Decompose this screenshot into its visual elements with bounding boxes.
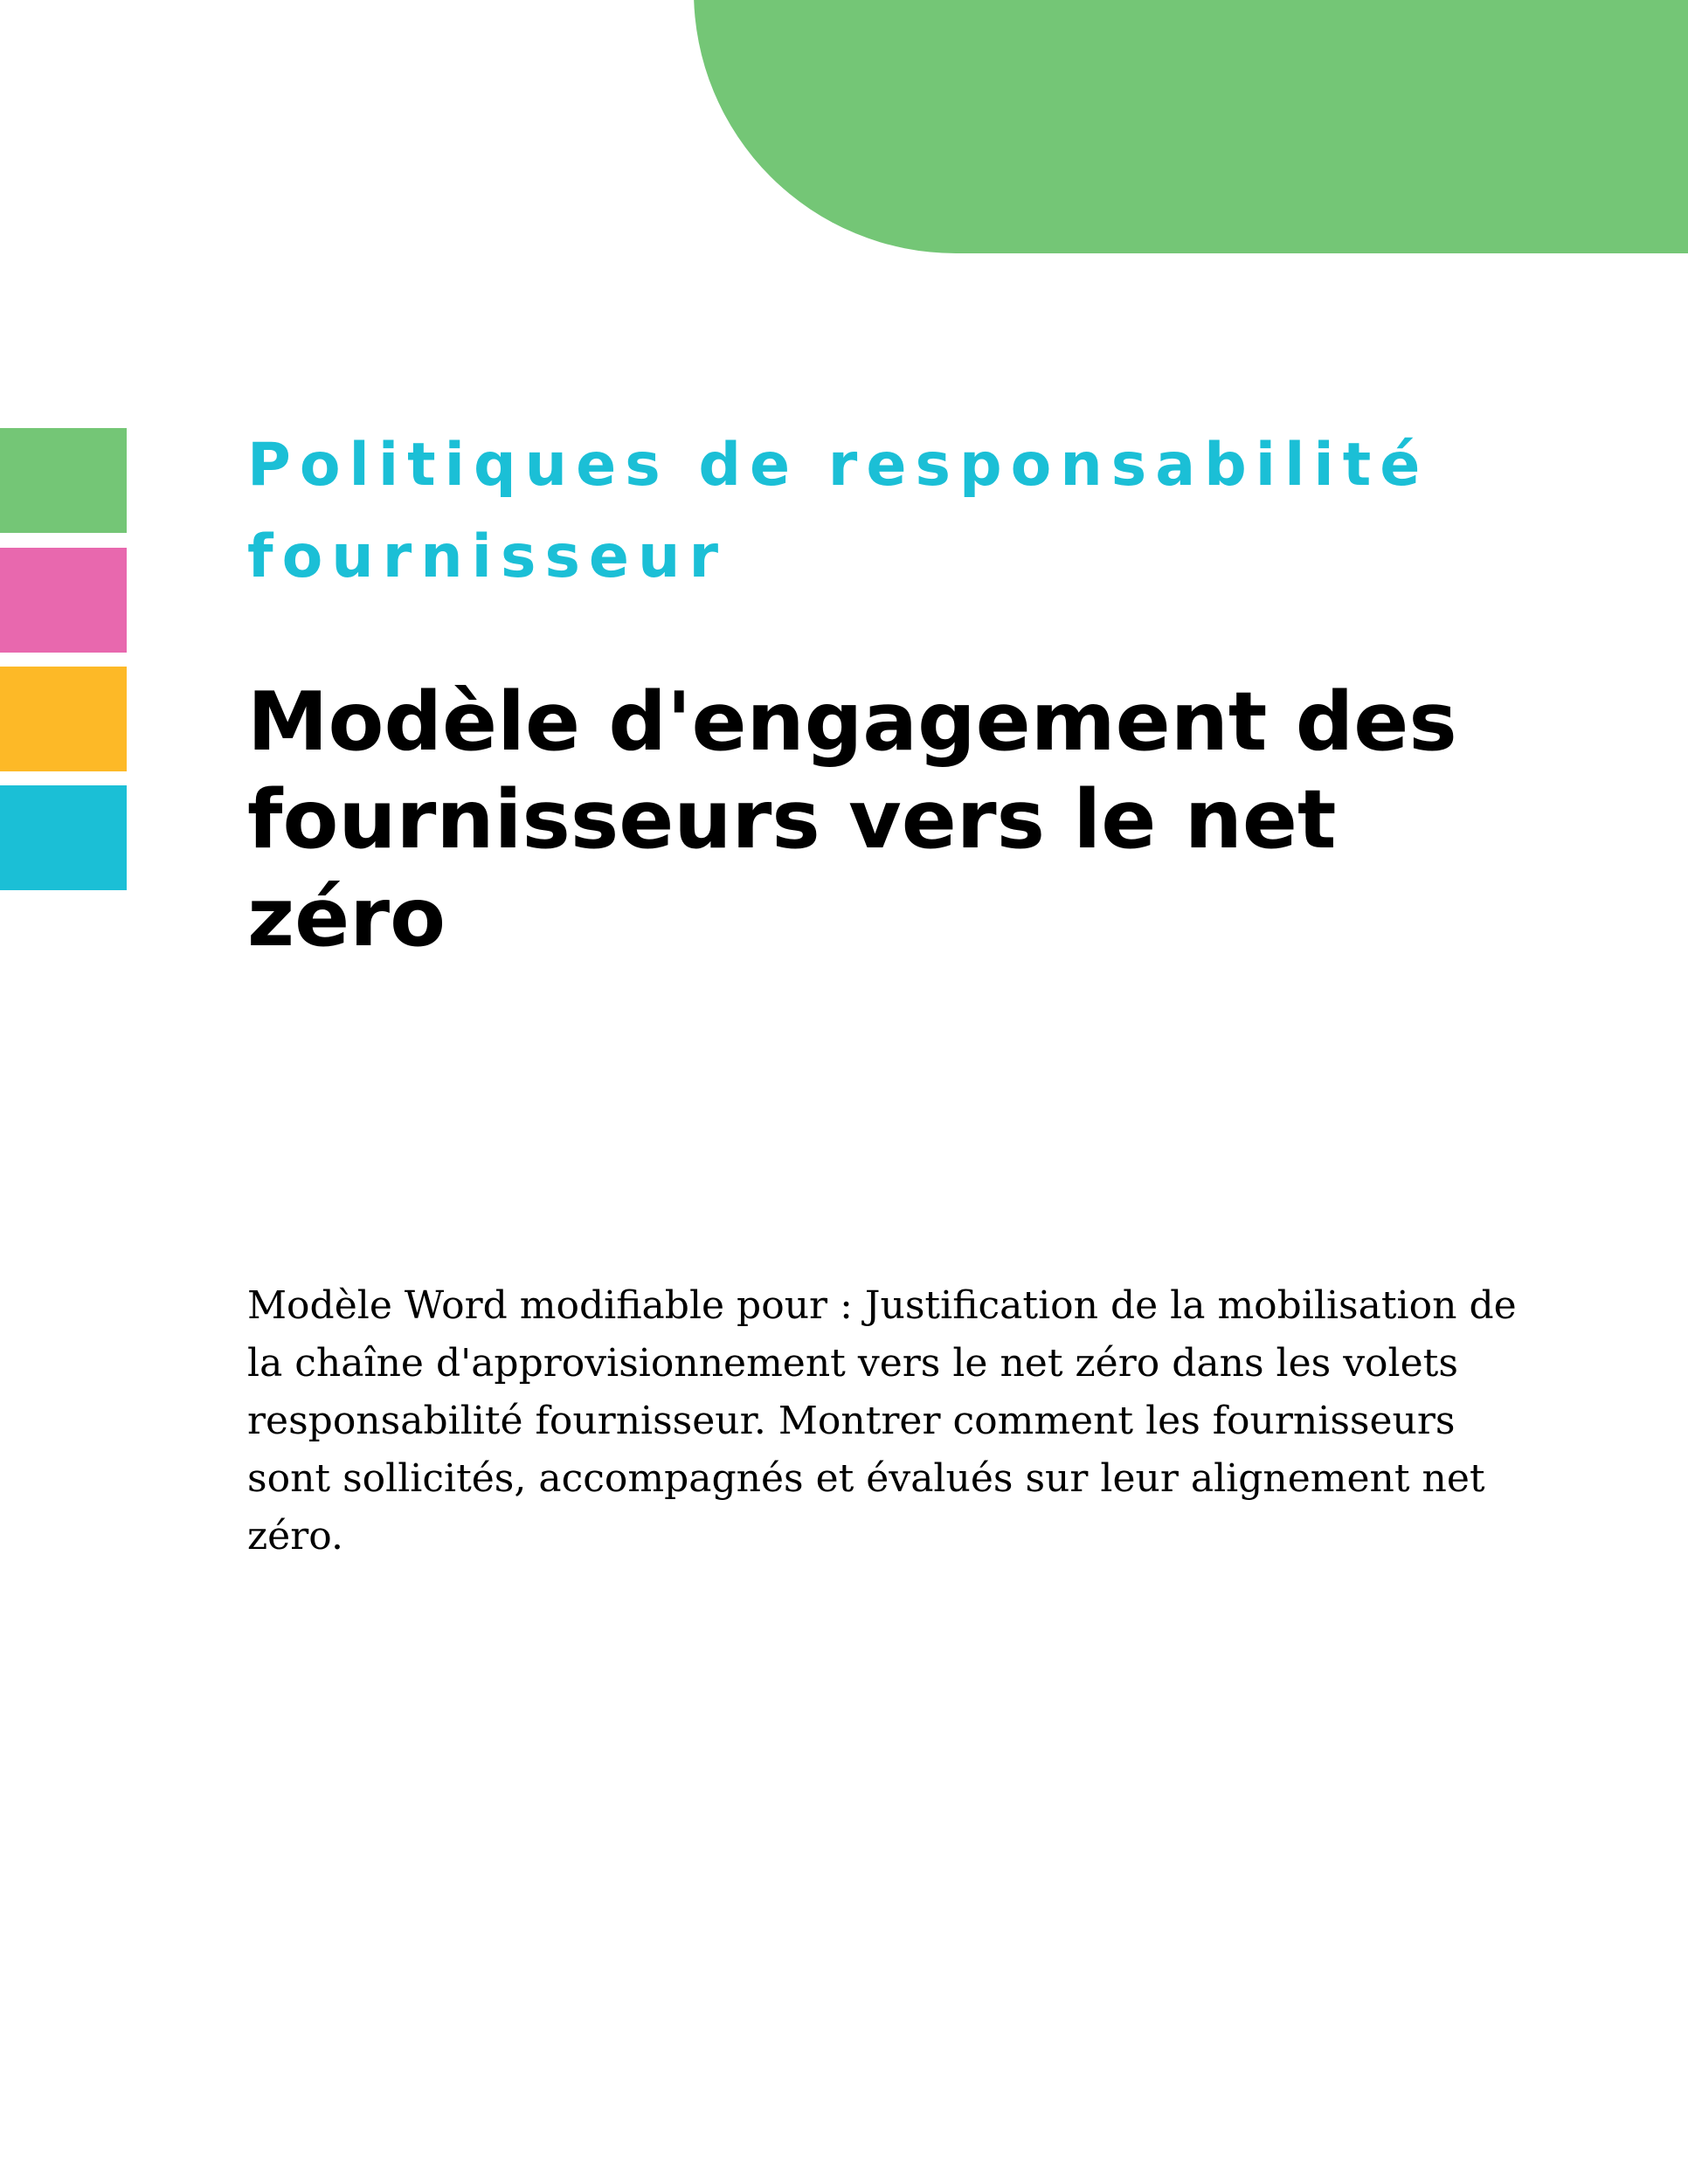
document-category: Politiques de responsabilité fournisseur [247,431,1429,591]
color-bar-green [0,428,127,533]
color-bar-cyan [0,785,127,890]
decorative-green-shape [694,0,1688,253]
color-bar-yellow [0,667,127,771]
document-title: Modèle d'engagement des fournisseurs vers le net zéro [247,674,1457,964]
color-bar-pink [0,548,127,653]
document-description: Modèle Word modifiable pour : Justification de la mobilisation de la chaîne d'approvisionnement vers le net zéro dans les volets responsabilité fournisseur. Montrer comment les fournisseurs sont sollicités, accompagnés et évalués sur leur alignement net zéro. [247,1283,1517,1559]
